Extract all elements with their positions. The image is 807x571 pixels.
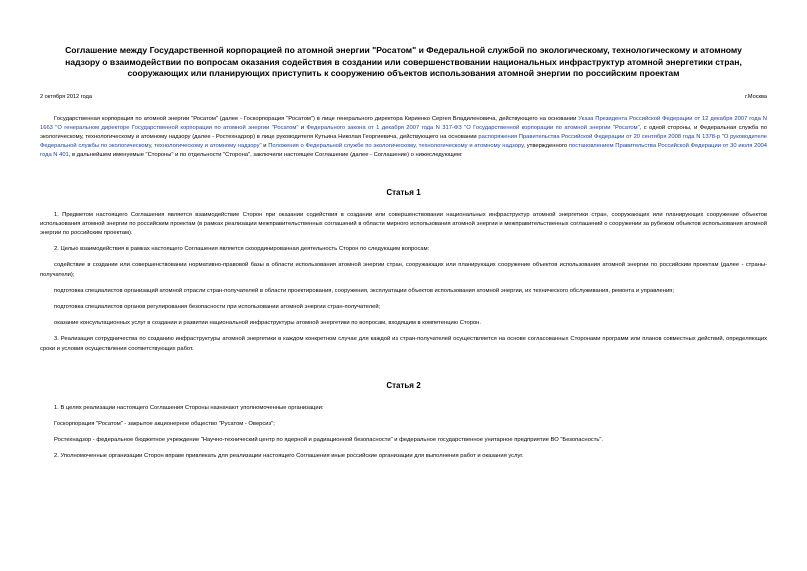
article-2-paragraph-3: Ростехнадзор - федеральное бюджетное учреждение "Научно-технический центр по ядерной и радиационной безопасности" и федеральное государственное унитарное предприятие ВО "Безопасность".: [54, 437, 604, 444]
preamble-text-6: , в дальнейшем именуемые "Стороны" и по отдельности "Сторона", заключили настоящее Соглашение (далее - Соглашение) о нижеследующем:: [68, 152, 463, 159]
article-2-paragraph-2: Госкорпорация "Росатом" - закрытое акционерное общество "Русатом - Оверсиз";: [54, 420, 275, 427]
preamble-text-3: , с одной стороны, и Федеральная служба по экологическому, технологическому и атомному надзору (далее - Ростехнадзор) в лице руководителя Кутьина Николая Георгиевича, действующего на основании: [40, 124, 767, 140]
article-1-paragraph-1: 1. Предметом настоящего Соглашения является взаимодействие Сторон при оказании содействия в создании или совершенствовании национальных инфраструктур атомной энергетики стран, сооружающих или планирующих сооружение объектов использования атомной энергии по российским проектам (в рамках реализации межправительственных соглашений в области мирного использования атомной энергии и межправительственных соглашений о сооружении за рубежом объектов использования атомной энергии по российским проектам).: [40, 211, 767, 236]
article-1-paragraph-4: подготовка специалистов организаций атомной отрасли стран-получателей в области проектирования, сооружения, эксплуатации объектов использования атомной энергии, их технического обслуживания, ремонта и управления;: [54, 287, 674, 294]
document-title: Соглашение между Государственной корпорацией по атомной энергии "Росатом" и Федеральной службой по экологическому, технологическому и атомному надзору о взаимодействии по вопросам оказания содействия в создании или совершенствовании национальных инфраструктур атомной энергетики стран, сооружающих или планирующих приступить к сооружению объектов использования атомной энергии по российским проектам: [65, 45, 742, 78]
preamble-text-4: и: [261, 143, 269, 150]
article-2-paragraph-1: 1. В целях реализации настоящего Соглашения Стороны назначают уполномоченные организации:: [54, 404, 324, 411]
article-1-paragraph-7: 3. Реализация сотрудничества по созданию инфраструктуры атомной энергетики в каждом конкретном случае для каждой из стран-получателей осуществляется на основе согласованных Сторонами программ или планов совместных действий, определяющих сроки и условия осуществления соответствующих работ.: [40, 336, 767, 352]
article-1-paragraph-5: подготовка специалистов органов регулирования безопасности при использовании атомной энергии стран-получателей;: [54, 303, 381, 310]
preamble-text-2: и: [298, 124, 307, 131]
preamble-text-1: Государственная корпорация по атомной энергии "Росатом" (далее - Госкорпорация "Росатом") в лице генерального директора Кириенко Сергея Владиленовича, действующего на основании: [54, 115, 579, 122]
article-1-paragraph-3: содействие в создании или совершенствовании нормативно-правовой базы в области использования атомной энергии стран, сооружающих или планирующих сооружение объектов использования атомной энергии по российским проектам (далее - страны-получатели);: [40, 262, 767, 278]
link-government-resolution[interactable]: постановлением Правительства Российской Федерации от 30 июля 2004 года N 401: [40, 143, 767, 159]
link-presidential-decree[interactable]: Указа Президента Российской Федерации от 12 декабря 2007 года N 1663 "О генеральном директоре Государственной корпорации по атомной энергии "Росатом": [40, 115, 767, 131]
article-1-paragraph-6: оказание консультационных услуг в создании и развитии национальной инфраструктуры атомной энергетики по вопросам, входящим в компетенцию Сторон.: [54, 320, 481, 327]
link-regulation[interactable]: Положения о Федеральной службе по экологическому, технологическому и атомному надзору: [268, 143, 524, 150]
article-2-paragraph-4: 2. Уполномоченные организации Сторон вправе привлекать для реализации настоящего Соглашения иные российские организации для выполнения работ и оказания услуг.: [54, 453, 524, 460]
article-2-heading: Статья 2: [386, 380, 421, 390]
preamble-text-5: , утвержденного: [523, 143, 569, 150]
preamble-paragraph: [40, 115, 767, 161]
article-1-heading: Статья 1: [386, 187, 421, 197]
document-place: г.Москва: [744, 93, 767, 100]
link-federal-law[interactable]: Федерального закона от 1 декабря 2007 года N 317-ФЗ "О Государственной корпорации по атомной энергии "Росатом": [306, 124, 640, 131]
document-date: 2 октября 2012 года: [40, 93, 92, 100]
dateline: [40, 93, 767, 101]
article-1-paragraph-2: 2. Целью взаимодействия в рамках настоящего Соглашения является скоординированная деятельность Сторон по следующим вопросам:: [54, 246, 430, 253]
link-government-order[interactable]: распоряжения Правительства Российской Федерации от 20 сентября 2008 года N 1378-р "О руководителе Федеральной службы по экологическому, технологическому и атомному надзору": [40, 133, 767, 150]
